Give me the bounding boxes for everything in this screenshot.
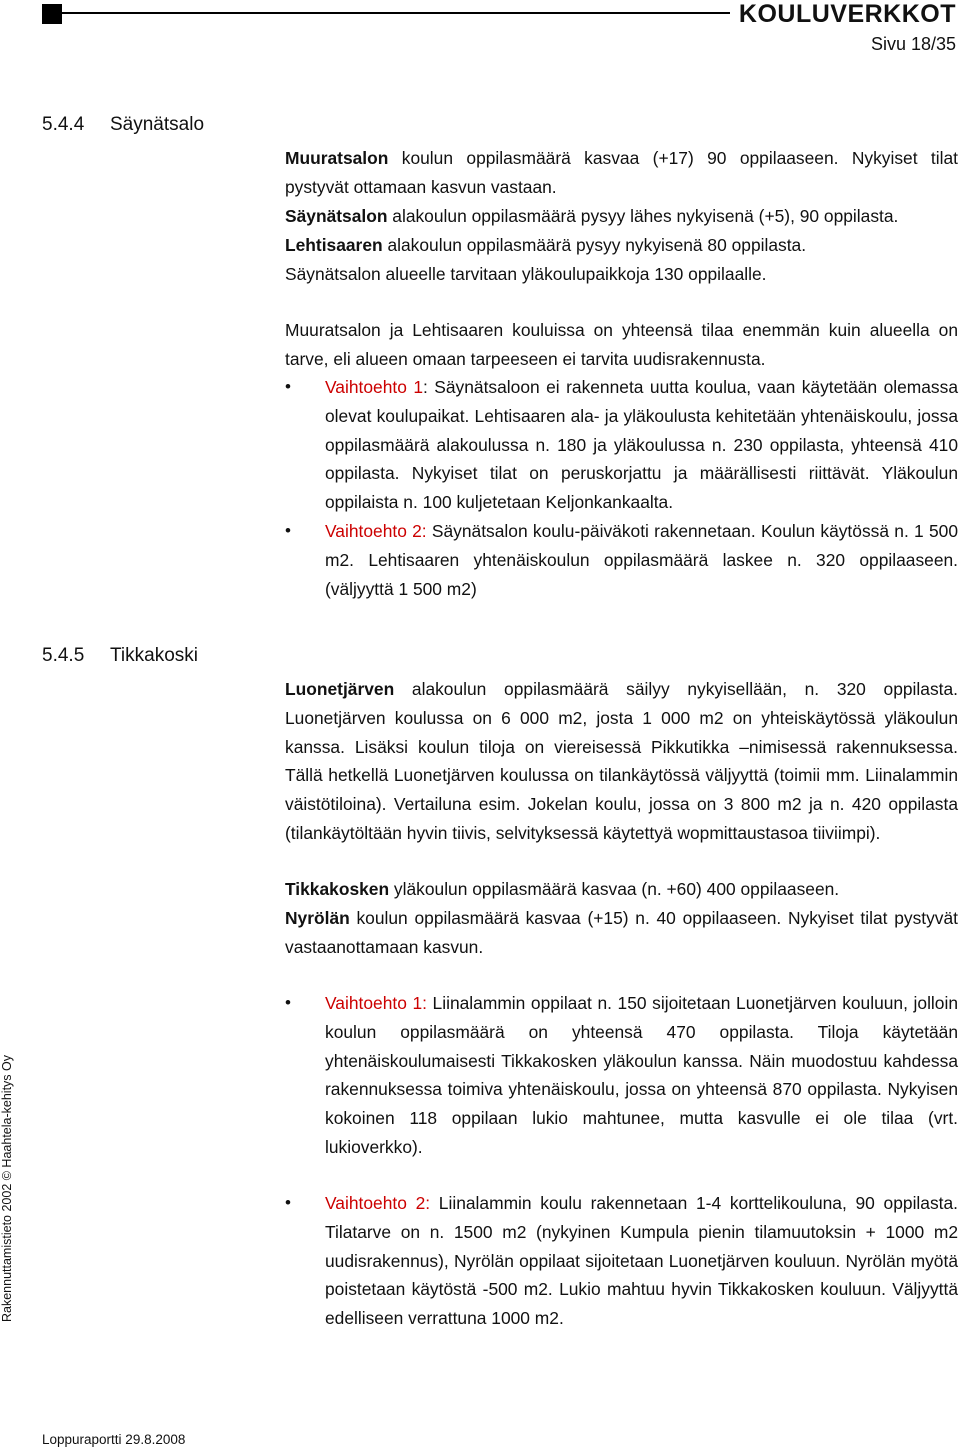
section-heading-545 bbox=[42, 645, 198, 667]
bold-term: Lehtisaaren bbox=[285, 235, 383, 255]
header-rule bbox=[62, 12, 730, 14]
list-item-text bbox=[325, 373, 958, 517]
list-item-text bbox=[325, 989, 958, 1162]
list-item-text bbox=[325, 1189, 958, 1333]
bold-term: Nyrölän bbox=[285, 908, 350, 928]
paragraph-lehtisaaren bbox=[285, 231, 958, 260]
option-text: Liinalammin oppilaat n. 150 sijoitetaan Luonetjärven kouluun, jolloin koulun oppilasmäärä on yhteensä 470 oppilasta. Tiloja käytetään yhtenäiskoulumaisesti Tikkakosken yläkoulun kanssa. Näin muodostuu kahdessa rakennuksessa toimiva yhtenäiskoulu, jossa on yhteensä 870 oppilasta. Nykyisen kokoinen 118 oppilaan lukio mahtunee, mutta kasvulle ei ole tilaa (vrt. lukioverkko). bbox=[325, 993, 959, 1157]
section-number: 5.4.4 bbox=[42, 114, 85, 135]
option-label: Vaihtoehto 1: bbox=[325, 993, 427, 1013]
paragraph-tilaa-enemman: Muuratsalon ja Lehtisaaren kouluissa on yhteensä tilaa enemmän kuin alueella on tarve, eli alueen omaan tarpeeseen ei tarvita uudisrakennusta. bbox=[285, 320, 958, 369]
list-item bbox=[285, 1189, 958, 1333]
side-copyright: Rakennuttamistieto 2002 © Haahtela-kehitys Oy bbox=[0, 1055, 14, 1322]
paragraph-text: alakoulun oppilasmäärä pysyy nykyisenä 80 oppilasta. bbox=[382, 235, 807, 255]
option-text: Liinalammin koulu rakennetaan 1-4 korttelikouluna, 90 oppilasta. Tilatarve on n. 1500 m2 (nykyinen Kumpula pienin tilamuutoksin + 1000 m2 uudisrakennus), Nyrölän oppilaat sijoitetaan Luonetjärven kouluun. Nyrölän myötä poistetaan käytöstä -500 m2. Lukio mahtuu hyvin Tikkakosken kouluun. Väljyyttä edelliseen verrattuna 1000 m2. bbox=[325, 1193, 959, 1329]
bullet-icon: • bbox=[285, 377, 291, 396]
bold-term: Luonetjärven bbox=[285, 679, 395, 699]
bullet-icon: • bbox=[285, 1193, 291, 1212]
list-item bbox=[285, 517, 958, 603]
bold-term: Muuratsalon bbox=[285, 148, 389, 168]
option-label: Vaihtoehto 1 bbox=[325, 377, 423, 397]
list-item bbox=[285, 373, 958, 517]
section-title: Säynätsalo bbox=[110, 114, 205, 135]
bold-term: Säynätsalon bbox=[285, 206, 388, 226]
paragraph-ylakoulupaikat: Säynätsalon alueelle tarvitaan yläkoulupaikkoja 130 oppilaalle. bbox=[285, 264, 767, 284]
option-label: Vaihtoehto 2: bbox=[325, 1193, 431, 1213]
bullet-icon: • bbox=[285, 993, 291, 1012]
list-item bbox=[285, 989, 958, 1162]
section-number: 5.4.5 bbox=[42, 645, 85, 666]
option-text: Säynätsalon koulu-päiväkoti rakennetaan. Koulun käytössä n. 1 500 m2. Lehtisaaren yhtenäiskoulun oppilasmäärä laskee n. 320 oppilaaseen. (väljyyttä 1 500 m2) bbox=[325, 521, 958, 599]
paragraph-text: koulun oppilasmäärä kasvaa (+17) 90 oppilaaseen. Nykyiset tilat pystyvät ottamaan kasvun vastaan. bbox=[285, 148, 958, 197]
option-label: Vaihtoehto 2: bbox=[325, 521, 427, 541]
paragraph-text: yläkoulun oppilasmäärä kasvaa (n. +60) 400 oppilaaseen. bbox=[389, 879, 840, 899]
footer-report-date: Loppuraportti 29.8.2008 bbox=[42, 1432, 186, 1447]
paragraph-text: koulun oppilasmäärä kasvaa (+15) n. 40 oppilaaseen. Nykyiset tilat pystyvät vastaanottamaan kasvun. bbox=[285, 908, 958, 957]
section-heading-544 bbox=[42, 114, 204, 136]
document-title: KOULUVERKKOT bbox=[738, 0, 956, 28]
paragraph-tikkakosken bbox=[285, 875, 958, 904]
paragraph-text: alakoulun oppilasmäärä säilyy nykyisellään, n. 320 oppilasta. Luonetjärven koulussa on 6 000 m2, josta 1 000 m2 on yhteiskäytössä yläkoulun kanssa. Lisäksi koulun tiloja on viereisessä Pikkutikka –nimisessä rakennuksessa. Tällä hetkellä Luonetjärven koulussa on tilankäytössä väljyyttä (toimii mm. Liinalammin väistötiloina). Vertailuna esim. Jokelan koulu, jossa on 3 800 m2 ja n. 420 oppilasta (tilankäytöltään hyvin tiivis, selvityksessä käytettyä wopmittaustasoa tiiviimpi). bbox=[285, 679, 958, 843]
option-text: : Säynätsaloon ei rakenneta uutta koulua, vaan käytetään olemassa olevat koulupaikat. Lehtisaaren ala- ja yläkoulusta kehitetään yhtenäiskoulu, jossa oppilasmäärä alakoulussa n. 180 ja yläkoulussa n. 230 oppilasta, yhteensä 410 oppilasta. Nykyiset tilat on peruskorjattu ja määrällisesti riittävät. Yläkoulun oppilaista n. 100 kuljetetaan Keljonkankaalta. bbox=[325, 377, 958, 513]
paragraph-saynatsalon bbox=[285, 202, 958, 231]
paragraph-nyrolan bbox=[285, 904, 958, 962]
paragraph-muuratsalon bbox=[285, 144, 958, 202]
page-number: Sivu 18/35 bbox=[870, 34, 956, 54]
paragraph-text: alakoulun oppilasmäärä pysyy lähes nykyisenä (+5), 90 oppilasta. bbox=[387, 206, 899, 226]
bullet-icon: • bbox=[285, 521, 291, 540]
list-item-text bbox=[325, 517, 958, 603]
header-logo-square bbox=[42, 4, 62, 24]
section-title: Tikkakoski bbox=[110, 645, 198, 666]
paragraph-luonetjarven bbox=[285, 675, 958, 848]
bold-term: Tikkakosken bbox=[285, 879, 390, 899]
